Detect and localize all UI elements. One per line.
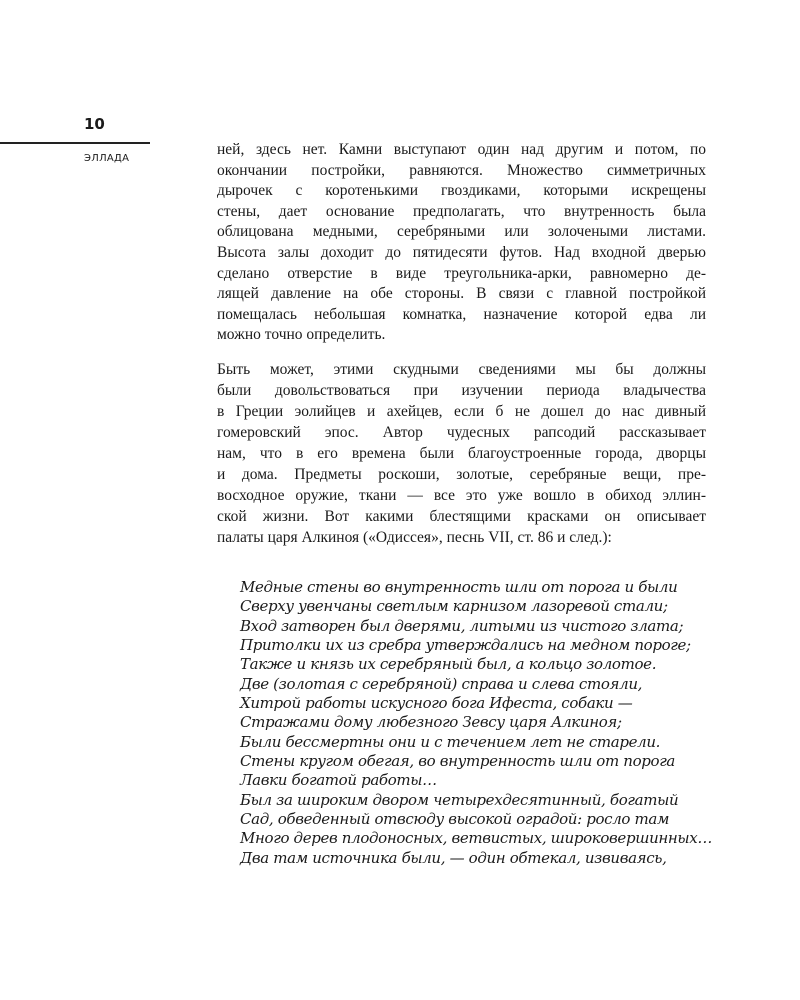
text-line: и дома. Предметы роскоши, золотые, серебряные вещи, пре- (217, 466, 706, 483)
poem-line: Много дерев плодоносных, ветвистых, широковершинных… (240, 829, 713, 848)
poem-quote (240, 578, 712, 868)
text-line: помещалась небольшая комнатка, назначение которой едва ли (217, 305, 706, 323)
paragraph-2 (217, 359, 706, 548)
running-title: ЭЛЛАДА (84, 153, 130, 164)
poem-line: Две (золотая с серебряной) справа и слева стояли, (240, 674, 643, 693)
text-line: гомеровский эпос. Автор чудесных рапсодий рассказывает (217, 424, 706, 441)
poem-line: Также и князь их серебряный был, а кольцо золотое. (240, 655, 657, 674)
text-line: ней, здесь нет. Камни выступают один над другим и потом, по (217, 141, 706, 158)
header-rule (0, 142, 150, 144)
page-number: 10 (84, 115, 105, 133)
text-line: восходное оружие, ткани — все это уже вошло в обиход эллин- (217, 487, 706, 504)
poem-line: Был за широким двором четырехдесятинный, богатый (240, 790, 679, 809)
text-line: палаты царя Алкиноя («Одиссея», песнь VII, ст. 86 и след.): (217, 529, 612, 546)
text-line: Высота залы доходит до пятидесяти футов. Над входной дверью (217, 243, 706, 261)
text-line: в Греции эолийцев и ахейцев, если б не дошел до нас дивный (217, 403, 706, 420)
poem-line: Лавки богатой работы… (240, 771, 437, 790)
text-line: лящей давление на обе стороны. В связи с главной постройкой (217, 285, 706, 303)
poem-line: Стражами дому любезного Зевсу царя Алкиноя; (240, 713, 622, 732)
text-line: стены, дает основание предполагать, что внутренность была (217, 202, 706, 220)
text-line: ской жизни. Вот какими блестящими красками он описывает (217, 508, 706, 525)
text-line: сделано отверстие в виде треугольника-арки, равномерно де- (217, 264, 706, 282)
text-line: облицована медными, серебряными или золочеными листами. (217, 223, 706, 241)
poem-line: Были бессмертны они и с течением лет не старели. (240, 732, 661, 751)
text-line: нам, что в его времена были благоустроенные города, дворцы (217, 445, 706, 462)
poem-line: Вход затворен был дверями, литыми из чистого злата; (240, 616, 684, 635)
poem-line: Хитрой работы искусного бога Ифеста, собаки — (240, 694, 633, 713)
text-line: были довольствоваться при изучении периода владычества (217, 382, 706, 399)
text-line: дырочек с коротенькими гвоздиками, которыми искрещены (217, 182, 706, 200)
text-line: окончании постройки, равняются. Множество симметричных (217, 161, 706, 179)
poem-line: Два там источника были, — один обтекал, извиваясь, (240, 848, 667, 867)
poem-line: Притолки их из сребра утверждались на медном пороге; (240, 636, 691, 655)
poem-line: Сверху увенчаны светлым карнизом лазоревой стали; (240, 597, 668, 616)
poem-line: Стены кругом обегая, во внутренность шли от порога (240, 752, 676, 771)
poem-line: Медные стены во внутренность шли от порога и были (240, 578, 678, 596)
text-line: можно точно определить. (217, 326, 386, 344)
paragraph-1 (217, 140, 706, 346)
poem-line: Сад, обведенный отвсюду высокой оградой: росло там (240, 810, 670, 829)
text-line: Быть может, этими скудными сведениями мы бы должны (217, 361, 706, 378)
